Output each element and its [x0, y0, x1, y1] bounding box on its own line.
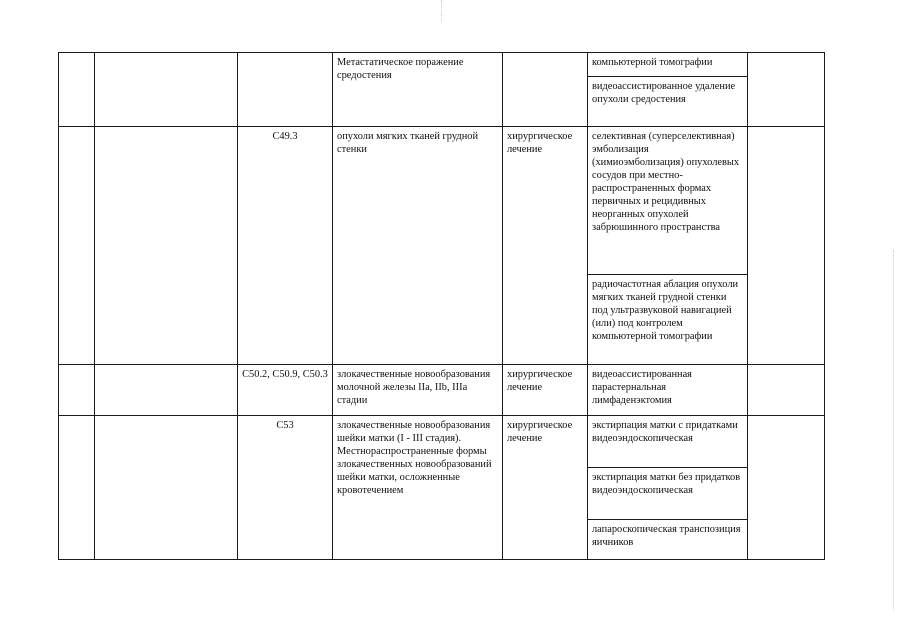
method-cell: видеоассистированная парастернальная лимфаденэктомия	[588, 365, 748, 416]
method-cell: экстирпация матки без придатков видеоэндоскопическая	[588, 468, 748, 520]
method-cell: селективная (суперселективная) эмболизация (химиоэмболизация) опухолевых сосудов при местно-распространенных формах первичных и рецидивных неорганных опухолей забрюшинного пространства	[588, 127, 748, 275]
diagnosis-cell: опухоли мягких тканей грудной стенки	[333, 127, 503, 365]
method-cell: экстирпация матки с придатками видеоэндоскопическая	[588, 416, 748, 468]
method-cell: видеоассистированное удаление опухоли средостения	[588, 77, 748, 127]
table-row	[59, 53, 825, 77]
col-group-cell	[95, 416, 238, 560]
icd-code-cell: C49.3	[238, 127, 333, 365]
treatment-cell	[503, 53, 588, 127]
col-last-cell	[748, 365, 825, 416]
table-row	[59, 127, 825, 275]
col-last-cell	[748, 127, 825, 365]
col-last-cell	[748, 53, 825, 127]
treatment-cell: хирургическое лечение	[503, 127, 588, 365]
col-number-cell	[59, 53, 95, 127]
method-cell: радиочастотная аблация опухоли мягких тканей грудной стенки под ультразвуковой навигацией (или) под контролем компьютерной томографии	[588, 275, 748, 365]
col-number-cell	[59, 365, 95, 416]
scan-margin-mark-top	[441, 0, 443, 22]
treatment-cell: хирургическое лечение	[503, 365, 588, 416]
method-cell: лапароскопическая транспозиция яичников	[588, 520, 748, 560]
diagnosis-cell: злокачественные новообразования шейки матки (I - III стадия). Местнораспространенные формы злокачественных новообразований шейки матки, осложненные кровотечением	[333, 416, 503, 560]
col-group-cell	[95, 365, 238, 416]
method-cell: компьютерной томографии	[588, 53, 748, 77]
diagnosis-cell: злокачественные новообразования молочной железы IIa, IIb, IIIa стадии	[333, 365, 503, 416]
col-number-cell	[59, 127, 95, 365]
table-row	[59, 365, 825, 416]
table-row	[59, 416, 825, 468]
col-group-cell	[95, 53, 238, 127]
icd-code-cell: C53	[238, 416, 333, 560]
scan-margin-mark-right	[893, 250, 895, 610]
col-group-cell	[95, 127, 238, 365]
icd-code-cell	[238, 53, 333, 127]
icd-code-cell: C50.2, C50.9, C50.3	[238, 365, 333, 416]
treatment-cell: хирургическое лечение	[503, 416, 588, 560]
col-last-cell	[748, 416, 825, 560]
col-number-cell	[59, 416, 95, 560]
diagnosis-cell: Метастатическое поражение средостения	[333, 53, 503, 127]
medical-procedures-table	[58, 52, 825, 560]
